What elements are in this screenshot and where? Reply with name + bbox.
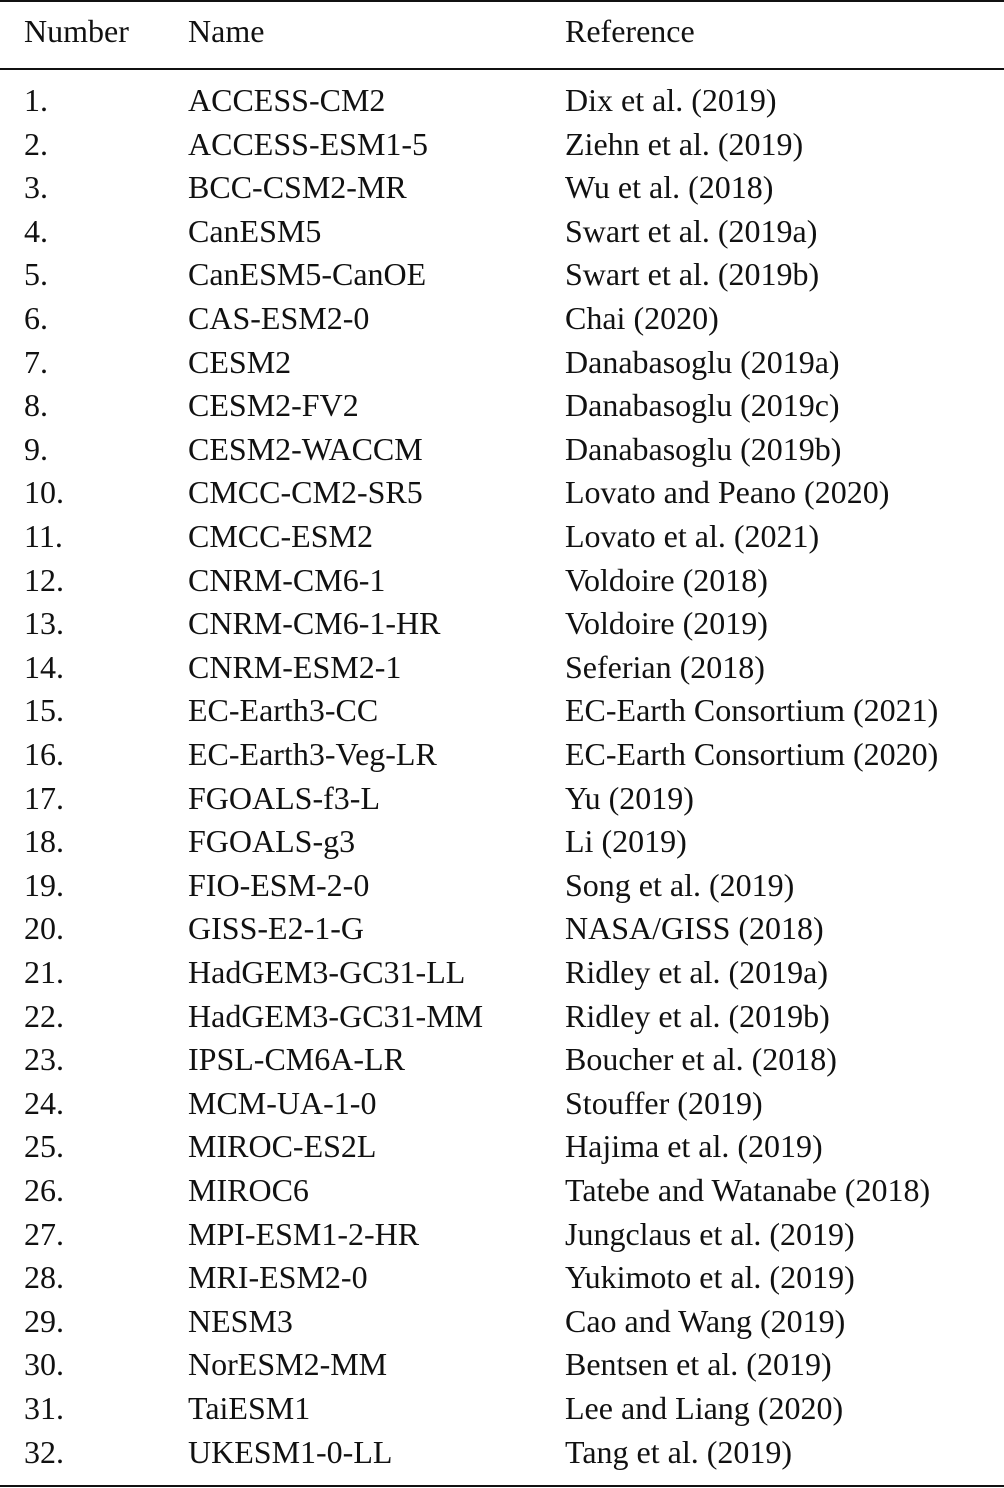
cell-number: 19. (24, 866, 64, 903)
cell-name: EC-Earth3-CC (188, 692, 379, 729)
cell-reference: Song et al. (2019) (565, 866, 795, 903)
cell-number: 32. (24, 1433, 64, 1470)
cell-reference: Tatebe and Watanabe (2018) (565, 1172, 931, 1208)
table-row (0, 166, 1004, 210)
cell-reference: EC-Earth Consortium (2020) (565, 736, 939, 772)
cell-number: 5. (24, 256, 48, 293)
table-row (0, 646, 1004, 690)
cell-reference: Voldoire (2019) (565, 605, 768, 642)
table-row (0, 689, 1004, 733)
cell-name: CESM2-FV2 (188, 387, 359, 424)
table-row (0, 559, 1004, 603)
cell-number: 22. (24, 997, 64, 1034)
cell-name: FIO-ESM-2-0 (188, 866, 370, 903)
table-row (0, 79, 1004, 123)
cell-name: CESM2-WACCM (188, 430, 423, 467)
cell-name: CMCC-ESM2 (188, 518, 373, 554)
cell-number: 18. (24, 823, 64, 860)
cell-reference: Chai (2020) (565, 300, 719, 336)
header-number: Number (24, 13, 129, 49)
cell-reference: Wu et al. (2018) (565, 169, 774, 206)
table-row (0, 1082, 1004, 1126)
table-row (0, 297, 1004, 341)
cell-number: 23. (24, 1041, 64, 1078)
cell-number: 8. (24, 387, 48, 424)
cell-name: ACCESS-ESM1-5 (188, 125, 429, 162)
cell-name: TaiESM1 (188, 1390, 311, 1426)
table-row (0, 864, 1004, 908)
cell-number: 7. (24, 343, 48, 380)
cell-name: GISS-E2-1-G (188, 910, 364, 947)
cell-reference: EC-Earth Consortium (2021) (565, 692, 939, 729)
table-row (0, 907, 1004, 951)
table-row (0, 515, 1004, 559)
table-row (0, 210, 1004, 254)
cell-name: CNRM-CM6-1-HR (188, 605, 441, 642)
cell-number: 10. (24, 474, 64, 511)
cell-number: 25. (24, 1128, 64, 1165)
cell-number: 14. (24, 648, 64, 685)
cell-reference: Jungclaus et al. (2019) (565, 1215, 855, 1252)
cell-number: 27. (24, 1215, 64, 1252)
cell-reference: Swart et al. (2019b) (565, 256, 820, 293)
table-row (0, 820, 1004, 864)
cell-number: 24. (24, 1084, 64, 1121)
cell-reference: Dix et al. (2019) (565, 82, 777, 118)
cell-reference: Lovato and Peano (2020) (565, 474, 890, 511)
cell-name: FGOALS-g3 (188, 823, 356, 860)
cell-name: CESM2 (188, 343, 292, 380)
cell-number: 12. (24, 561, 64, 598)
cell-reference: Bentsen et al. (2019) (565, 1346, 832, 1383)
cell-reference: Yukimoto et al. (2019) (565, 1259, 855, 1296)
cell-reference: Li (2019) (565, 823, 687, 860)
cell-name: EC-Earth3-Veg-LR (188, 736, 437, 772)
cell-name: MIROC6 (188, 1172, 309, 1208)
table-row (0, 1038, 1004, 1082)
cell-reference: Lee and Liang (2020) (565, 1390, 844, 1426)
cell-name: IPSL-CM6A-LR (188, 1041, 405, 1078)
cell-reference: Seferian (2018) (565, 648, 765, 685)
header-reference: Reference (565, 13, 695, 49)
cell-reference: NASA/GISS (2018) (565, 910, 824, 947)
header-rule (0, 68, 1004, 70)
table-row (0, 1343, 1004, 1387)
cell-name: CNRM-CM6-1 (188, 561, 386, 598)
cell-reference: Boucher et al. (2018) (565, 1041, 837, 1078)
cell-number: 15. (24, 692, 64, 729)
cell-name: FGOALS-f3-L (188, 779, 380, 816)
cell-reference: Hajima et al. (2019) (565, 1128, 823, 1165)
cell-number: 11. (24, 518, 63, 554)
table-row (0, 1125, 1004, 1169)
cell-reference: Voldoire (2018) (565, 561, 768, 598)
cell-reference: Ziehn et al. (2019) (565, 125, 804, 162)
cell-number: 2. (24, 125, 48, 162)
table-row (0, 253, 1004, 297)
cell-name: CAS-ESM2-0 (188, 300, 370, 336)
cell-number: 3. (24, 169, 48, 206)
cell-number: 21. (24, 954, 64, 990)
cell-number: 17. (24, 779, 64, 816)
cell-number: 26. (24, 1172, 64, 1208)
table-row (0, 1213, 1004, 1257)
cell-name: HadGEM3-GC31-MM (188, 997, 484, 1034)
cell-name: NESM3 (188, 1302, 293, 1339)
cell-name: BCC-CSM2-MR (188, 169, 407, 206)
cell-name: CanESM5 (188, 212, 322, 249)
table-row (0, 471, 1004, 515)
cell-reference: Lovato et al. (2021) (565, 518, 820, 554)
cell-name: MCM-UA-1-0 (188, 1084, 377, 1121)
table-row (0, 1431, 1004, 1475)
cell-reference: Swart et al. (2019a) (565, 212, 818, 249)
cell-number: 9. (24, 430, 48, 467)
cell-number: 20. (24, 910, 64, 947)
cell-name: CMCC-CM2-SR5 (188, 474, 423, 511)
cell-reference: Danabasoglu (2019b) (565, 430, 842, 467)
cell-name: MPI-ESM1-2-HR (188, 1215, 420, 1252)
cell-number: 4. (24, 212, 48, 249)
table-row (0, 995, 1004, 1039)
table-row (0, 428, 1004, 472)
table-header-row (0, 10, 1004, 54)
bottom-rule (0, 1485, 1004, 1487)
header-name: Name (188, 13, 265, 49)
cell-number: 16. (24, 736, 64, 772)
table-row (0, 1169, 1004, 1213)
cell-number: 30. (24, 1346, 64, 1383)
cell-reference: Ridley et al. (2019a) (565, 954, 829, 990)
cell-reference: Cao and Wang (2019) (565, 1302, 846, 1339)
table-row (0, 777, 1004, 821)
cell-number: 1. (24, 82, 48, 118)
table-row (0, 341, 1004, 385)
cell-number: 31. (24, 1390, 64, 1426)
table-row (0, 602, 1004, 646)
cell-name: MIROC-ES2L (188, 1128, 377, 1165)
cell-name: ACCESS-CM2 (188, 82, 386, 118)
table-row (0, 1387, 1004, 1431)
cell-name: NorESM2-MM (188, 1346, 388, 1383)
top-rule (0, 0, 1004, 2)
cell-reference: Danabasoglu (2019a) (565, 343, 840, 380)
table-row (0, 1300, 1004, 1344)
table-row (0, 123, 1004, 167)
table-row (0, 384, 1004, 428)
cell-reference: Yu (2019) (565, 779, 694, 816)
cell-reference: Tang et al. (2019) (565, 1433, 793, 1470)
cell-number: 6. (24, 300, 48, 336)
table-row (0, 1256, 1004, 1300)
cell-name: MRI-ESM2-0 (188, 1259, 368, 1296)
cell-number: 13. (24, 605, 64, 642)
cell-name: HadGEM3-GC31-LL (188, 954, 466, 990)
cell-reference: Ridley et al. (2019b) (565, 997, 830, 1034)
cell-name: UKESM1-0-LL (188, 1433, 393, 1470)
table-row (0, 733, 1004, 777)
cell-number: 28. (24, 1259, 64, 1296)
table-row (0, 951, 1004, 995)
cell-number: 29. (24, 1302, 64, 1339)
cell-name: CNRM-ESM2-1 (188, 648, 402, 685)
cell-name: CanESM5-CanOE (188, 256, 427, 293)
cell-reference: Stouffer (2019) (565, 1084, 763, 1121)
cell-reference: Danabasoglu (2019c) (565, 387, 840, 424)
